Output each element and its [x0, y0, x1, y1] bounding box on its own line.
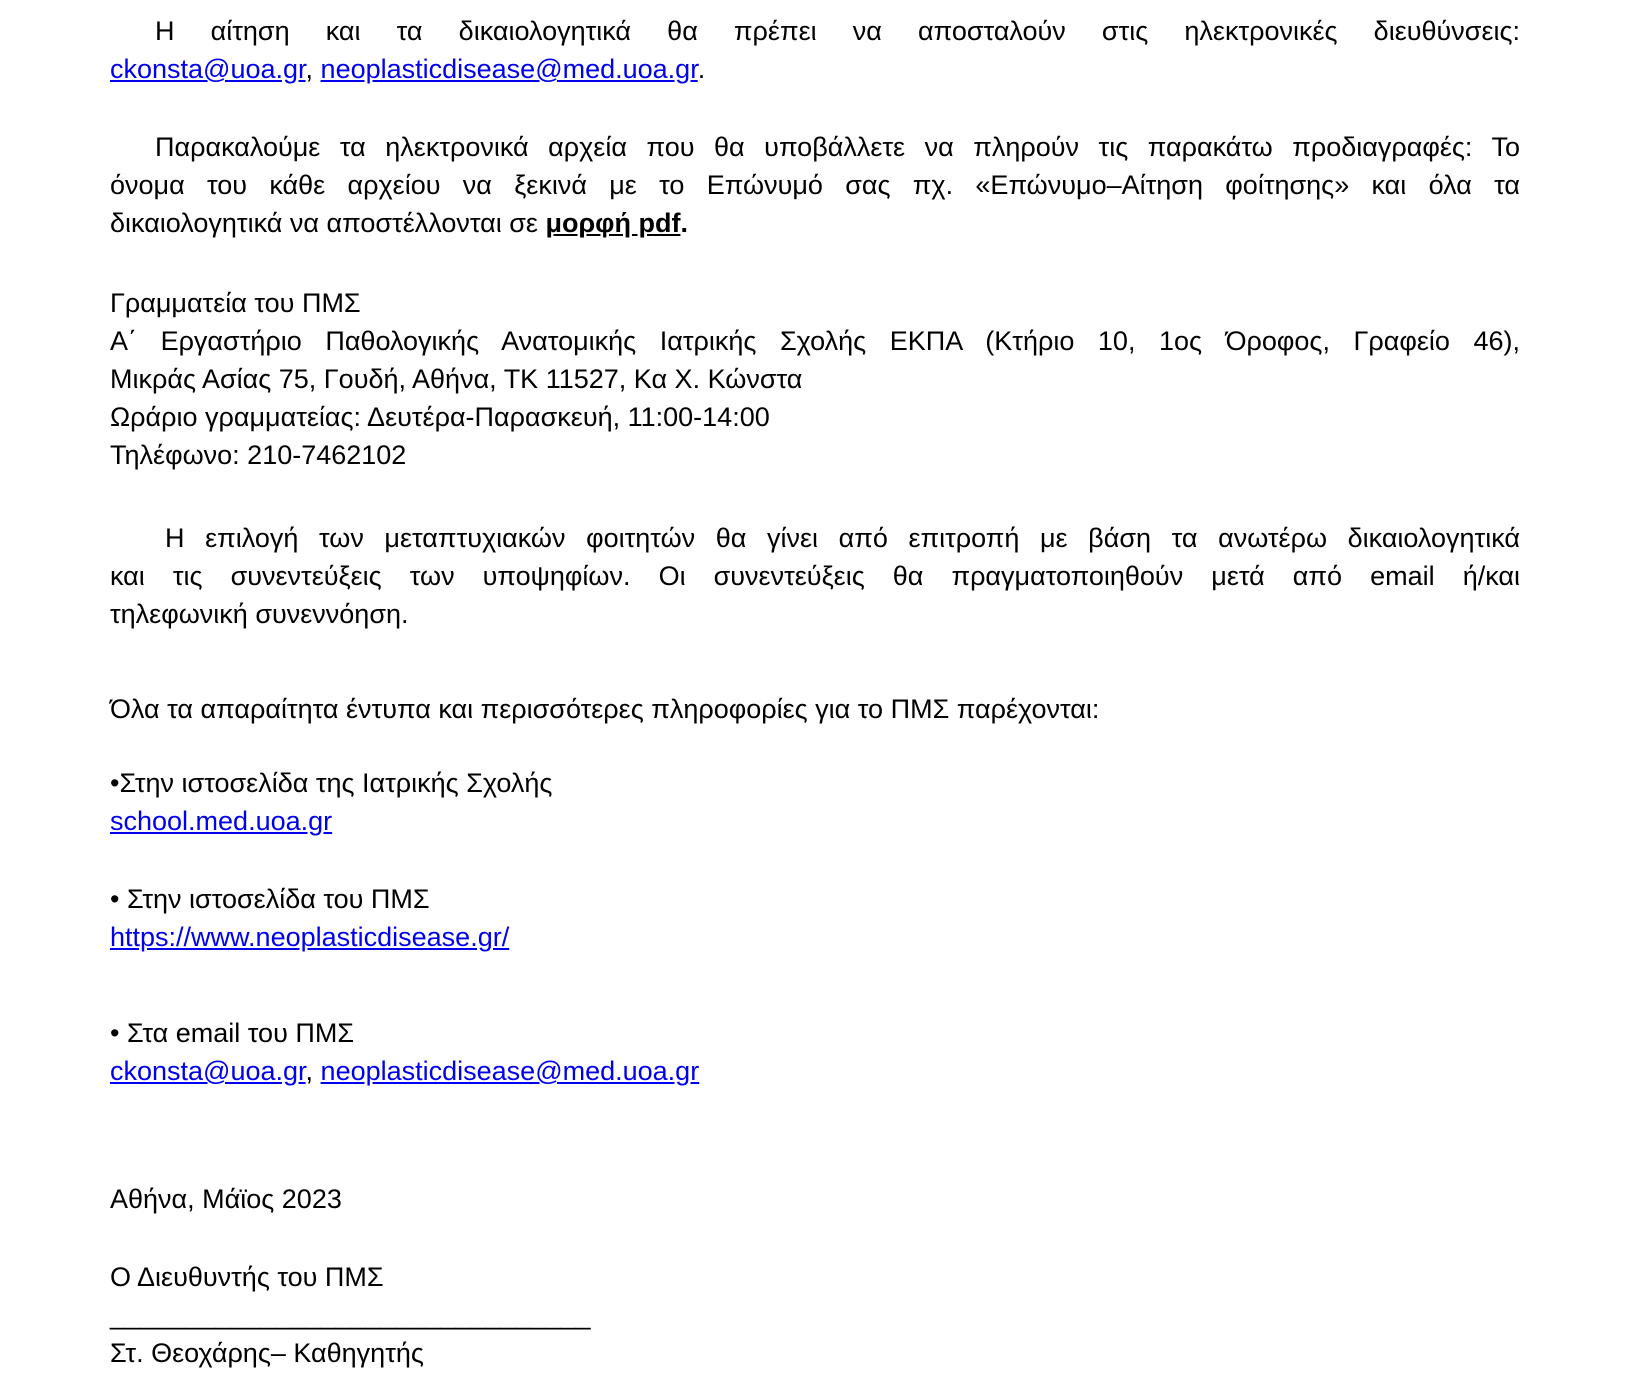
- secretariat-title: Γραμματεία του ΠΜΣ: [110, 288, 361, 318]
- pms-site-link[interactable]: https://www.neoplasticdisease.gr/: [110, 922, 510, 952]
- specs-line-1: Παρακαλούμε τα ηλεκτρονικά αρχεία που θα υποβάλλετε να πληρούν τις παρακάτω προδιαγραφές: Το: [155, 132, 1520, 162]
- secretariat-office-hours: Ωράριο γραμματείας: Δευτέρα-Παρασκευή, 11:00-14:00: [110, 402, 770, 432]
- paragraph-specs: [110, 128, 1520, 242]
- bullet-pms-email: [110, 1014, 1520, 1090]
- pms-email-links-line: [110, 1052, 1520, 1090]
- specs-line-3: [110, 204, 1520, 242]
- intro-text: Η αίτηση και τα δικαιολογητικά θα πρέπει να αποσταλούν στις ηλεκτρονικές διευθύνσεις:: [155, 16, 1520, 46]
- paragraph-selection: [110, 519, 1520, 633]
- email-links-separator: ,: [305, 1056, 321, 1086]
- bullet-pms-site-label: • Στην ιστοσελίδα του ΠΜΣ: [110, 884, 430, 914]
- bullet-school-website: [110, 764, 1520, 840]
- intro-links-line: [110, 50, 1520, 88]
- specs-line-2: όνομα του κάθε αρχείου να ξεκινά με το Επώνυμό σας πχ. «Επώνυμο–Αίτηση φοίτησης» και όλα τα: [110, 170, 1520, 200]
- paragraph-intro: [110, 12, 1520, 88]
- bullet-pms-website: [110, 880, 1520, 956]
- signature-line: ________________________________: [110, 1300, 591, 1330]
- selection-line-2: και τις συνεντεύξεις των υποψηφίων. Οι συνεντεύξεις θα πραγματοποιηθούν μετά από email ή/και: [110, 561, 1520, 591]
- selection-line-3: τηλεφωνική συνεννόηση.: [110, 599, 409, 629]
- secretariat-phone-number: Τηλέφωνο: 210-7462102: [110, 440, 407, 470]
- signer-name: Στ. Θεοχάρης– Καθηγητής: [110, 1338, 424, 1368]
- paragraph-info: Όλα τα απαραίτητα έντυπα και περισσότερες πληροφορίες για το ΠΜΣ παρέχονται:: [110, 694, 1100, 724]
- selection-line-1: Η επιλογή των μεταπτυχιακών φοιτητών θα γίνει από επιτροπή με βάση τα ανωτέρω δικαιολογητικά: [165, 523, 1520, 553]
- pdf-format-emphasis: μορφή pdf: [545, 208, 681, 238]
- email-link-neoplasticdisease[interactable]: neoplasticdisease@med.uoa.gr: [320, 54, 698, 84]
- secretariat-address-line-1: Α΄ Εργαστήριο Παθολογικής Ανατομικής Ιατρικής Σχολής ΕΚΠΑ (Κτήριο 10, 1ος Όροφος, Γραφείο 46),: [110, 326, 1520, 356]
- date-line: Αθήνα, Μάϊος 2023: [110, 1184, 342, 1214]
- sentence-terminator: .: [697, 54, 706, 84]
- specs-terminator: .: [680, 208, 688, 238]
- specs-line-3-text: δικαιολογητικά να αποστέλλονται σε: [110, 208, 546, 238]
- email-link-neoplasticdisease-bottom[interactable]: neoplasticdisease@med.uoa.gr: [320, 1056, 700, 1086]
- secretariat-address-line-2: Μικράς Ασίας 75, Γουδή, Αθήνα, ΤΚ 11527, Κα Χ. Κώνστα: [110, 364, 803, 394]
- secretariat-block: [110, 284, 1520, 474]
- email-link-ckonsta[interactable]: ckonsta@uoa.gr: [110, 54, 306, 84]
- link-separator: ,: [305, 54, 321, 84]
- bullet-pms-email-label: • Στα email του ΠΜΣ: [110, 1018, 355, 1048]
- director-title-line: Ο Διευθυντής του ΠΜΣ: [110, 1262, 384, 1292]
- bullet-school-label: •Στην ιστοσελίδα της Ιατρικής Σχολής: [110, 768, 553, 798]
- email-link-ckonsta-bottom[interactable]: ckonsta@uoa.gr: [110, 1056, 306, 1086]
- school-site-link[interactable]: school.med.uoa.gr: [110, 806, 333, 836]
